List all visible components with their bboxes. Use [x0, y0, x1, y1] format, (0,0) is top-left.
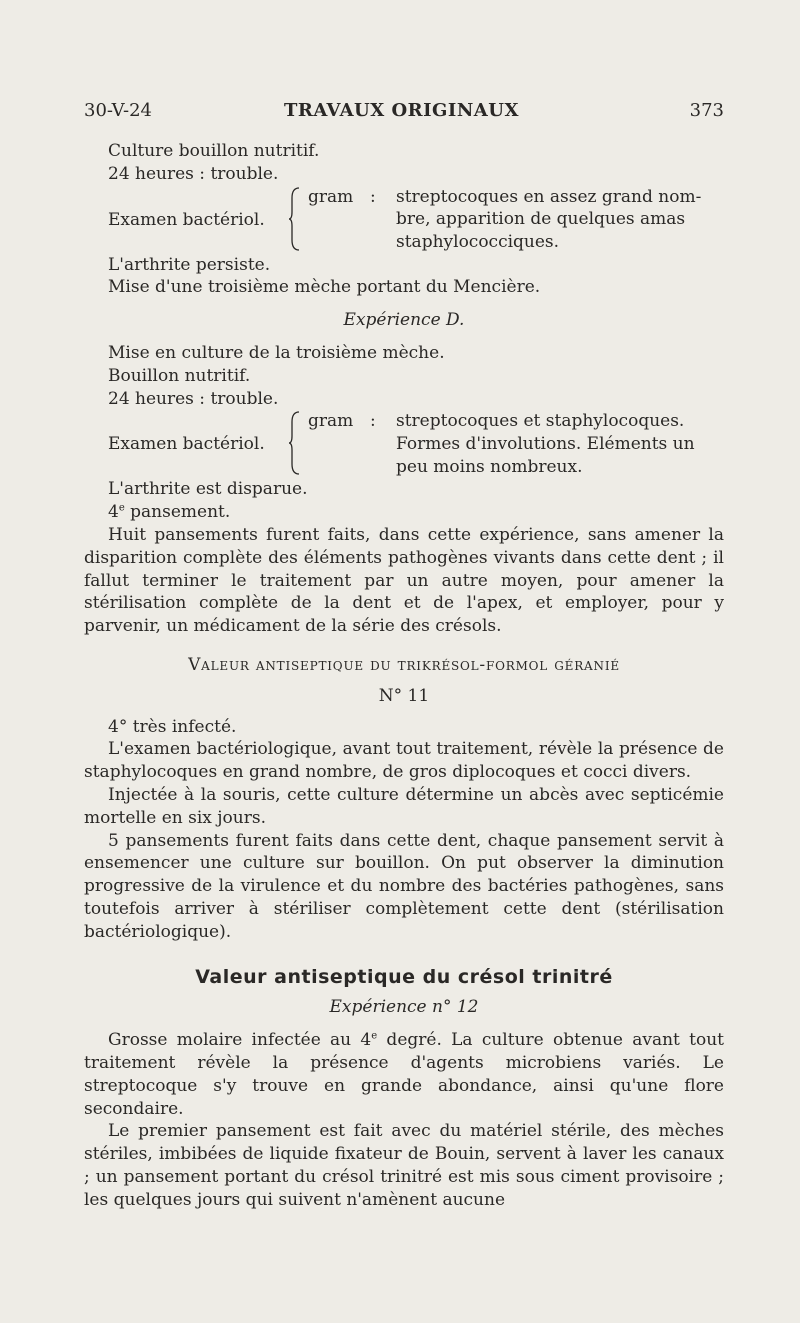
hours-line: 24 heures : trouble. [108, 163, 279, 184]
experience-12-title: Expérience n° 12 [329, 997, 479, 1018]
page-number: 373 [689, 100, 724, 121]
exam-results [396, 410, 726, 478]
dressing-number: 4 [108, 502, 119, 523]
infected-line: 4° très infecté. [108, 716, 237, 737]
exam-label: Examen bactériol. [108, 434, 265, 455]
third-wick-line: Mise d'une troisième mèche portant du Mencière. [108, 277, 541, 298]
broth-line: Bouillon nutritif. [108, 365, 251, 386]
exam-block-2 [84, 410, 724, 478]
arthritis-gone-line: L'arthrite est disparue. [108, 479, 308, 500]
exam-block-1 [84, 186, 724, 254]
exam-result-line: peu moins nombreux. [396, 456, 583, 477]
running-header [84, 100, 724, 128]
trikresol-para-3: 5 pansements furent faits dans cette dent, chaque pansement servit à ensemencer une culture sur bouillon. On put observer la diminution progressive de la virulence et du nombre des bactéries pathogènes, sans toutefois arriver à stériliser complètement cette dent (stérilisation bactériologique). [84, 830, 724, 942]
arthritis-line: L'arthrite persiste. [108, 254, 271, 275]
culture-third-wick: Mise en culture de la troisième mèche. [108, 342, 445, 363]
trikresol-para-2: Injectée à la souris, cette culture détermine un abcès avec septicémie mortelle en six jours. [84, 784, 724, 828]
dressing-text: pansement. [124, 502, 231, 523]
exam-result-line: Formes d'involutions. Eléments un [396, 434, 695, 455]
brace-icon [289, 410, 301, 476]
exam-gram: gram [308, 411, 354, 432]
header-date: 30-V-24 [84, 100, 153, 121]
degree-ordinal: e [371, 1030, 378, 1042]
exam-separator: : [370, 411, 376, 432]
experiment-number: N° 11 [378, 685, 430, 706]
cresol-para-2: Le premier pansement est fait avec du matériel stérile, des mèches stériles, imbibées de liquide fixateur de Bouin, servent à laver les canaux ; un pansement portant du crésol trinitré est mis sous ciment provisoire ; les quelques jours qui suivent n'amènent aucune [84, 1121, 724, 1210]
dressing-ordinal: e [118, 502, 125, 514]
experience-d-paragraph: Huit pansements furent faits, dans cette expérience, sans amener la disparition complète des éléments pathogènes vivants dans cette dent ; il fallut terminer le traitement par un autre moyen, pour amener la stérilisation complète de la dent et de l'apex, et employer, pour y parvenir, un médicament de la série des crésols. [84, 524, 724, 637]
cresol-para-1-start: Grosse molaire infectée au 4 [108, 1030, 372, 1051]
cresol-para-1 [84, 1029, 724, 1120]
trikresol-para-1: L'examen bactériologique, avant tout traitement, révèle la présence de staphylocoques en grand nombre, de gros diplocoques et cocci divers. [84, 739, 724, 783]
exam-result-line: bre, apparition de quelques amas [396, 209, 686, 230]
experience-d-title: Expérience D. [343, 310, 465, 331]
culture-line: Culture bouillon nutritif. [108, 141, 320, 161]
exam-result-line: streptocoques en assez grand nom- [396, 186, 702, 207]
cresol-para-1-rest: degré. La culture obtenue avant tout traitement révèle la présence d'agents microbiens variés. Le streptocoque s'y trouve en grande abondance, ainsi qu'une flore secondaire. [84, 1030, 725, 1119]
brace-icon [289, 186, 301, 252]
fourth-dressing-line [84, 501, 724, 524]
exam-results [396, 186, 726, 254]
header-title: TRAVAUX ORIGINAUX [284, 100, 519, 121]
exam-gram: gram [308, 186, 354, 207]
exam-label: Examen bactériol. [108, 209, 265, 230]
exam-separator: : [370, 186, 376, 207]
page-body [84, 140, 724, 1211]
exam-result-line: streptocoques et staphylocoques. [396, 411, 685, 432]
cresol-title: Valeur antiseptique du crésol trinitré [195, 965, 613, 988]
exam-result-line: staphylococciques. [396, 232, 560, 253]
trikresol-title: Valeur antiseptique du trikrésol-formol géranié [188, 654, 620, 675]
hours-line-d: 24 heures : trouble. [108, 388, 279, 409]
